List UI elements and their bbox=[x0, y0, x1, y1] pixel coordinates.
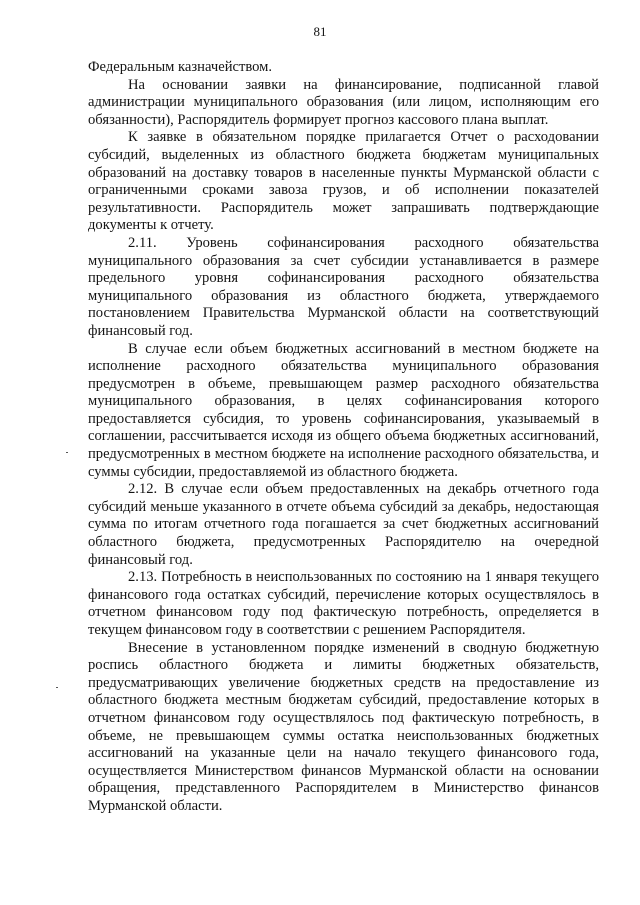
scan-mark bbox=[66, 452, 68, 453]
page-number: 81 bbox=[313, 24, 327, 39]
document-body bbox=[88, 59, 599, 816]
paragraph-2-11: 2.11. Уровень софинансирования расходного обязательства муниципального образования за счет субсидии устанавливается в размере предельного уровня софинансирования расходного обязательства муниципального образования из областного бюджета, утверждаемого постановлением Правительства Мурманской области на соответствующий финансовый год. bbox=[88, 234, 599, 339]
paragraph-application: На основании заявки на финансирование, подписанной главой администрации муниципального образования (или лицом, исполняющим его обязанности), Распорядитель формирует прогноз кассового плана выплат. bbox=[88, 76, 599, 128]
paragraph-continuation: Федеральным казначейством. bbox=[88, 59, 273, 75]
paragraph-cofinancing: В случае если объем бюджетных ассигнований в местном бюджете на исполнение расходного обязательства муниципального образования предусмотрен в объеме, превышающем размер расходного обязательства муниципального образования, в целях софинансирования которого предоставляется субсидия, то уровень софинансирования, указываемый в соглашении, рассчитывается исходя из общего объема бюджетных ассигнований, предусмотренных в местном бюджете на исполнение расходного обязательства, и суммы субсидии, предоставляемой из областного бюджета. bbox=[88, 340, 599, 480]
paragraph-report: К заявке в обязательном порядке прилагается Отчет о расходовании субсидий, выделенных из областного бюджета бюджетам муниципальных образований на доставку товаров в населенные пункты Мурманской области с ограниченными сроками завоза грузов, и об исполнении показателей результативности. Распорядитель может запрашивать подтверждающие документы к отчету. bbox=[88, 129, 599, 234]
paragraph-2-12: 2.12. В случае если объем предоставленных на декабрь отчетного года субсидий меньше указанного в отчете объема субсидий за декабрь, недостающая сумма по итогам отчетного года погашается за счет бюджетных ассигнований областного бюджета, предусмотренных Распорядителю на очередной финансовый год. bbox=[88, 481, 599, 568]
paragraph-budget-changes: Внесение в установленном порядке изменений в сводную бюджетную роспись областного бюджета и лимиты бюджетных обязательств, предусматривающих увеличение бюджетных средств на предоставление из областного бюджета местным бюджетам субсидий, предоставление которых в отчетном финансовом году осуществлялось под фактическую потребность, в объеме, не превышающем суммы остатка неиспользованных бюджетных ассигнований на указанные цели на начало текущего финансового года, осуществляется Министерством финансов Мурманской области на основании обращения, представленного Распорядителем в Министерство финансов Мурманской области. bbox=[88, 639, 599, 814]
scan-mark bbox=[56, 687, 58, 688]
paragraph-2-13: 2.13. Потребность в неиспользованных по состоянию на 1 января текущего финансового года остатках субсидий, перечисление которых осуществлялось в отчетном финансовом году под фактическую потребность, определяется в текущем финансовом году в соответствии с решением Распорядителя. bbox=[88, 569, 599, 638]
